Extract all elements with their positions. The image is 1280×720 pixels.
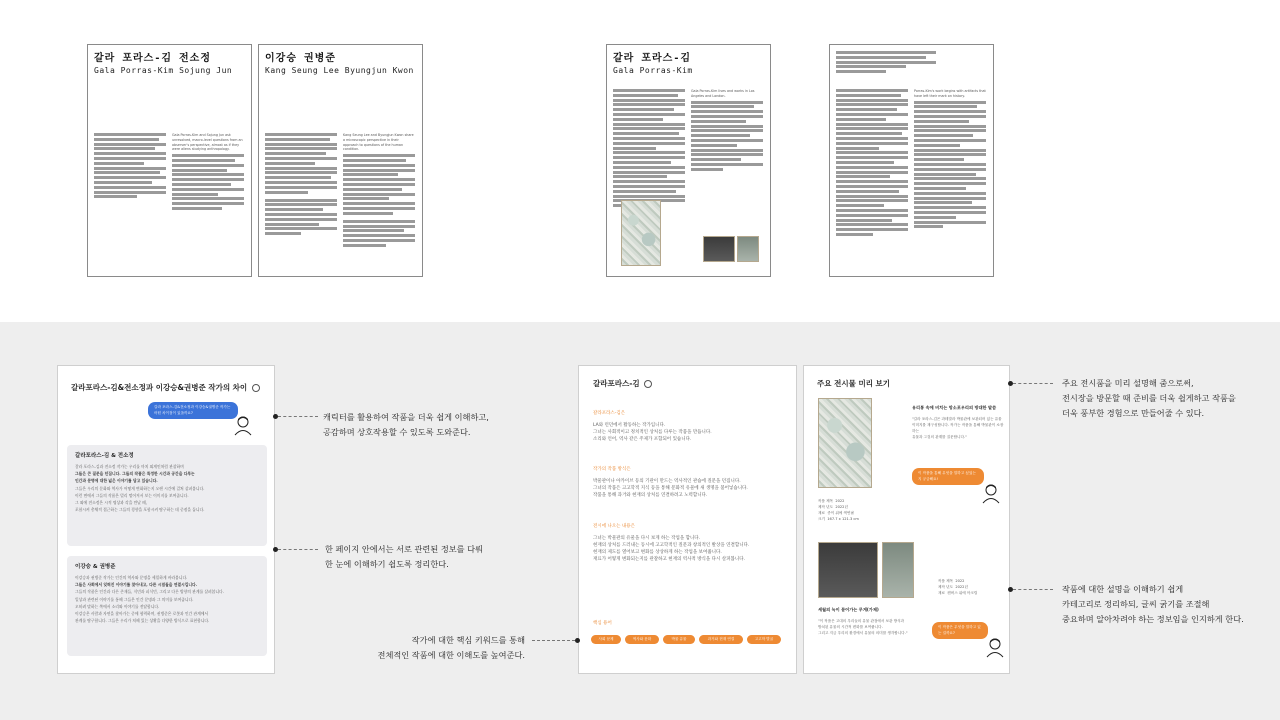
callout-1: [323, 410, 489, 440]
box1-line-6: 그 외에 전소정은 시적 명상과 각을 만날 때,: [75, 500, 148, 506]
box1-line-2: 그들은 큰 질문을 던집니다. 그들의 작품은 특정한 시간과 공간을 다루는: [75, 471, 195, 477]
artwork1-line-2: 이미지를 재구성합니다. 작가는 작품을 통해 박물관이 소장하는: [912, 423, 1004, 433]
artwork2-line-3: 그리고 지금 우리의 환경에서 유물의 의미를 생각합니다.": [818, 631, 908, 635]
page1-text-en: Gala Porras-Kim and Sojung Jun ask unresolved, macro-level questions from an observer's perspective, almost as if they were aliens studying anthropology.: [172, 133, 243, 152]
artwork1-meta-row-4: [818, 516, 908, 522]
redesign-card-artist-intro: [578, 365, 797, 674]
page4-header-text: [836, 51, 936, 77]
page1-title-ko: 갈라 포라스-김 전소정: [94, 53, 212, 64]
card2-section-2: [593, 466, 789, 499]
meta-value: 167.7 x 121.3 cm: [827, 517, 859, 521]
callout-5: [1062, 582, 1244, 627]
card2-section-1: [593, 410, 789, 443]
meta-label: 작품 제목: [938, 579, 954, 583]
meta-label: 재료: [818, 511, 825, 515]
meta-value: 2022년: [835, 505, 848, 509]
meta-label: 제작 년도: [818, 505, 834, 509]
page4-text-en: Porras-Kim's work begins with artifacts that have left their mark on history.: [914, 89, 986, 98]
page2-title-en: Kang Seung Lee Byungjun Kwon: [265, 66, 414, 75]
callout-4-line: [1013, 383, 1053, 384]
page3-title-ko: 갈라 포라스-김: [613, 53, 692, 64]
original-page-3: [606, 44, 771, 277]
box1-line-5: 이런 면에서 그들의 작품은 멀리 떨어져서 보는 이미지를 보여줍니다.: [75, 492, 189, 498]
box1-line-4: 그들은 우리의 문화와 역사가 어떻게 변화하는지 오랜 시간에 걸쳐 살펴봅니다.: [75, 485, 205, 491]
callout-5-line-3: 중요하며 알아차려야 하는 정보임을 인지하게 한다.: [1062, 614, 1244, 624]
section2-line-3: 작품을 통해 과거와 현재의 상처를 연결하려고 노력합니다.: [593, 493, 708, 498]
callout-3: [330, 633, 525, 663]
box2-line-4: 일상과 관련된 이야기를 통해 그들은 인간 문명과 그 의미를 보여줍니다.: [75, 596, 194, 602]
callout-5-line: [1013, 589, 1053, 590]
card2-title-text: 갈라포라스-김: [593, 379, 640, 388]
artwork1-bubble: 이 작품을 통해 무엇을 말하고 싶었는지 궁금해요!: [912, 468, 984, 485]
box1-line-3: 인간과 문명에 대한 넓은 이야기를 담고 있습니다.: [75, 478, 158, 484]
keyword-tag-2[interactable]: 역사와 문화: [625, 635, 659, 644]
callout-2-line-2: 한 눈에 이해하기 쉽도록 정리한다.: [325, 559, 449, 569]
artwork2-meta-row-3: [938, 590, 1008, 596]
section1-heading: 갈라포라스-김은: [593, 411, 626, 416]
keyword-heading: 핵심 용어: [593, 621, 612, 626]
page1-text-col-ko: [94, 133, 166, 231]
box1-line-1: 갈라 포라스-김과 전소정 작가는 우리를 마치 외계인처럼 관찰하며: [75, 464, 184, 469]
meta-label: 재료: [938, 591, 945, 595]
meta-value: 종이 위에 색연필: [827, 511, 854, 515]
callout-4: [1062, 376, 1236, 421]
page2-title-ko: 이강승 권병준: [265, 53, 336, 64]
callout-2-line-1: 한 페이지 안에서는 서로 관련된 정보를 다뤄: [325, 544, 483, 554]
box2-heading: 이강승 & 권병준: [75, 564, 116, 570]
callout-3-line-1: 작가에 대한 핵심 키워드를 통해: [411, 635, 525, 645]
redesign-card-artwork-preview: [803, 365, 1010, 674]
original-page-4: [829, 44, 994, 277]
box2-line-2: 그들은 사회에서 잊혀진 이야기를 찾아내고, 다른 시점들을 연결시킵니다.: [75, 582, 198, 588]
box2-line-1: 이강승과 권병준 작가는 인간의 역사와 문명을 세밀하게 바라봅니다.: [75, 575, 188, 580]
artwork-thumbnail-grey: [737, 236, 759, 262]
character-avatar-icon: [980, 482, 1002, 504]
card1-title-text: 갈라포라스-김&전소정과 이강승&권병준 작가의 차이: [71, 383, 248, 392]
meta-value: 2022: [955, 579, 965, 583]
page4-text-col-ko: [836, 89, 908, 269]
page1-title-en: Gala Porras-Kim Sojung Jun: [94, 66, 233, 75]
meta-value: 2022년: [955, 585, 968, 589]
card1-question-bubble: 갈라 포라스-김&전소정과 이강승&권병준 작가는 어떤 차이점이 있을까요?: [148, 402, 238, 419]
artwork-thumbnail-dark: [703, 236, 735, 262]
character-avatar-icon: [984, 636, 1006, 658]
box2-line-5: 오히려 말하는 쪽에서 소리와 이야기를 전달합니다.: [75, 603, 160, 609]
box2-line-3: 그들의 작품은 인간과 다른 존재들, 식민과 피식민, 그리고 다른 방향의 관계를 살펴봅니다.: [75, 589, 224, 595]
page2-text-en: Kang Seung Lee and Byungjun Kwon share a microscopic perspective in their approach to questions of the human condition.: [343, 133, 414, 152]
keyword-tag-5[interactable]: 고고학 발굴: [747, 635, 781, 644]
page2-text-col-ko: [265, 133, 337, 281]
box2-line-7: 관계를 탐구합니다. 그들은 우리가 처해 있는 상황을 다양한 방식으로 표현합니다.: [75, 618, 210, 624]
box1-heading: 갈라포라스-김 & 전소정: [75, 453, 134, 459]
page2-text-col-en: [343, 133, 415, 283]
meta-value: 2022: [835, 499, 845, 503]
callout-4-line-2: 전시장을 방문할 때 준비를 더욱 쉽게하고 작품을: [1062, 393, 1236, 403]
callout-2-line: [278, 549, 318, 550]
speech-icon: [252, 384, 260, 392]
meta-label: 크기: [818, 517, 825, 521]
card2-title: [593, 378, 652, 389]
card1-box-porras-jun: [67, 445, 267, 546]
callout-4-line-3: 더욱 풍부한 경험으로 만들어줄 수 있다.: [1062, 408, 1205, 418]
callout-1-line: [278, 416, 318, 417]
speech-icon: [644, 380, 652, 388]
section2-heading: 작가의 작품 방식은: [593, 467, 631, 472]
meta-label: 작품 제목: [818, 499, 834, 503]
section1-line-1: LA와 런던에서 활동하는 작가입니다.: [593, 423, 666, 428]
callout-2: [325, 542, 483, 572]
original-page-2: [258, 44, 423, 277]
box2-line-6: 이강승은 사람과 자연을 찾아가는 중에 협력하며, 권병준은 로봇과 인간 관계에서: [75, 611, 209, 617]
callout-1-line-2: 공감하며 상호작용할 수 있도록 도와준다.: [323, 427, 471, 437]
section2-line-2: 그녀의 작품은 고고학적 지식 등을 통해 문화적 유물에 새 생명을 불어넣습니다.: [593, 486, 748, 491]
page3-text-col-en: [691, 89, 763, 179]
artwork1-line-1: "갈라 포라스-김은 과테말라 박물관에 보관되어 있는 유물: [912, 417, 1002, 421]
artwork-image-1: [818, 398, 872, 488]
callout-3-line: [532, 640, 575, 641]
callout-3-line-2: 전체적인 작품에 대한 이해도를 높여준다.: [377, 650, 525, 660]
original-page-1: [87, 44, 252, 277]
callout-3-dot: [575, 638, 580, 643]
artwork2-meta: [938, 578, 1008, 596]
card2-section-3: [593, 523, 789, 563]
page3-title-en: Gala Porras-Kim: [613, 66, 693, 75]
card1-title: [71, 382, 260, 393]
keyword-tag-1[interactable]: 사회 문제: [591, 635, 621, 644]
callout-4-line-1: 주요 전시품을 미리 설명해 줌으로써,: [1062, 378, 1194, 388]
artwork2-line-1: "이 작품은 고대의 우리들의 유물 관점에서 보관 방식과: [818, 619, 905, 623]
page1-text-col-en: [172, 133, 244, 233]
artwork-image-2b: [882, 542, 914, 598]
artwork2-description: [818, 606, 938, 636]
keyword-tag-4[interactable]: 과거와 현재 연결: [699, 635, 743, 644]
artwork1-description: [912, 404, 1006, 440]
page3-text-en: Gala Porras-Kim lives and works in Los Angeles and London.: [691, 89, 755, 98]
redesign-card-artist-comparison: [57, 365, 275, 674]
artwork1-line-3: 유물과 그것의 관계를 질문합니다.": [912, 435, 967, 439]
callout-5-line-1: 작품에 대한 설명을 이해하기 쉽게: [1062, 584, 1184, 594]
section3-line-1: 그녀는 박물관의 유물을 다시 보게 하는 작업을 합니다.: [593, 536, 701, 541]
meta-value: 캔버스 위에 아크릴: [947, 591, 978, 595]
character-avatar-icon: [232, 414, 254, 436]
artwork-image-2a: [818, 542, 878, 598]
artwork-thumbnail-swirl: [621, 200, 661, 266]
callout-1-line-1: 캐릭터를 활용하여 작품을 더욱 쉽게 이해하고,: [323, 412, 489, 422]
artwork2-line-2: 방치된 유물의 시간적 변화를 보여줍니다.: [818, 625, 883, 629]
card1-box-lee-kwon: [67, 556, 267, 656]
page4-text-col-en: [914, 89, 986, 269]
section3-line-3: 현재의 제도를 열어보고 변화를 상상하게 하는 작업을 보여줍니다.: [593, 550, 722, 555]
section3-line-4: 재료가 어떻게 변화되는지를 관찰하고 현재의 역사적 방식을 다시 살펴봅니다.: [593, 557, 745, 562]
keyword-tag-3[interactable]: 박물 유물: [663, 635, 695, 644]
meta-label: 제작 년도: [938, 585, 954, 589]
card3-title: 주요 전시물 미리 보기: [817, 379, 891, 388]
section3-line-2: 현재의 상처를 드러내는 동시에 고고학적인 질문과 창의적인 발상을 연결합니다.: [593, 543, 750, 548]
section1-line-2: 그녀는 사회적이고 정치적인 상처를 다루는 작품을 만듭니다.: [593, 430, 712, 435]
artwork1-meta: [818, 498, 908, 522]
artwork2-bubble: 이 작품은 무엇을 말하고 있는 걸까요?: [932, 622, 988, 639]
callout-5-line-2: 카테고리로 정리하되, 글씨 굵기를 조절해: [1062, 599, 1210, 609]
section3-heading: 전시에 나오는 내용은: [593, 524, 635, 529]
artwork2-heading: 세월의 녹이 묻어가는 무게(가제): [818, 607, 879, 612]
artwork1-heading: 유리통 속에 비치는 망소포우리의 방대한 말씀: [912, 405, 997, 410]
box1-line-7: 포함시켜 총체적 접근하는 그들의 경향을 포함시켜 탐구하는 데 중점을 둡니다.: [75, 507, 205, 513]
section1-line-3: 소리와 언어, 역사 같은 주제가 포함되어 있습니다.: [593, 437, 692, 442]
section2-line-1: 박물관이나 아카이브 등의 기관이 만드는 역사적인 관습에 질문을 던집니다.: [593, 479, 741, 484]
